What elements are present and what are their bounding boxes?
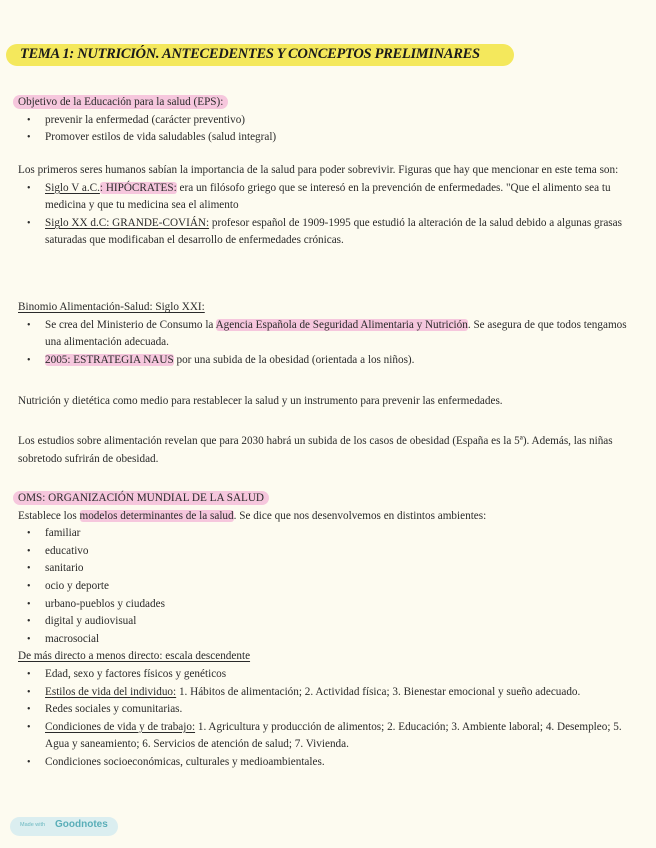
list-item: [18, 215, 638, 250]
badge-caption: Made with: [20, 822, 46, 828]
figure-era: Siglo V a.C.: [45, 181, 100, 194]
figure-era: Siglo XX d.C:: [45, 216, 110, 229]
intro-text: Los primeros seres humanos sabían la importancia de la salud para poder sobrevivir. Figuras que hay que mencionar en este tema son:: [18, 164, 619, 176]
list-item: [18, 180, 638, 215]
figure-text: profesor español de 1909-1995 que estudió la alteración de la salud debido a algunas grasas saturadas que modificaban el desarrollo de enfermedades crónicas.: [45, 216, 622, 247]
page-title: TEMA 1: NUTRICIÓN. ANTECEDENTES Y CONCEPTOS PRELIMINARES: [20, 46, 480, 62]
list-item: • Promover estilos de vida saludables (salud integral): [18, 129, 638, 147]
item-underlined: Estilos de vida del individuo:: [45, 685, 177, 698]
title-highlight: [6, 44, 514, 66]
list-item: [18, 317, 638, 352]
item-text: Condiciones socioeconómicas, culturales y medioambientales.: [45, 755, 325, 768]
item-text: 1. Agricultura y producción de alimentos; 2. Educación; 3. Ambiente laboral; 4. Desempleo; 5. Agua y saneamiento; 6. Servicios de atención de salud; 7. Vivienda.: [45, 720, 622, 751]
oms-heading: OMS: ORGANIZACIÓN MUNDIAL DE LA SALUD: [13, 491, 269, 505]
eps-section: [18, 94, 638, 147]
estudios-paragraph: [18, 433, 638, 468]
list-item: • sanitario: [18, 560, 638, 578]
list-item: • educativo: [18, 543, 638, 561]
highlighted-text: modelos determinantes de la salud: [79, 509, 234, 522]
figure-name: GRANDE-COVIÁN:: [109, 216, 210, 229]
item-text: Establece los: [18, 509, 80, 522]
figure-text: era un filósofo griego que se interesó en la prevención de enfermedades. "Que el alimento sea tu medicina y que tu medicina sea el alimento: [45, 181, 611, 212]
item-text: Se crea del Ministerio de Consumo la: [45, 318, 216, 331]
goodnotes-badge: [10, 817, 118, 836]
list-item: • digital y audiovisual: [18, 613, 638, 631]
binomio-list: [18, 317, 638, 370]
list-item: [18, 754, 638, 772]
item-text: . Se dice que nos desenvolvemos en distintos ambientes:: [233, 509, 487, 522]
list-item: • urbano-pueblos y ciudades: [18, 596, 638, 614]
list-item: [18, 719, 638, 754]
eps-heading: Objetivo de la Educación para la salud (EPS):: [13, 95, 228, 109]
item-underlined: Condiciones de vida y de trabajo:: [45, 720, 196, 733]
escala-heading: De más directo a menos directo: escala descendente: [18, 650, 251, 663]
oms-lead: [18, 508, 638, 526]
item-text: 1. Hábitos de alimentación; 2. Actividad física; 3. Bienestar emocional y sueño adecuado.: [176, 685, 581, 698]
list-item: [18, 701, 638, 719]
list-item: • prevenir la enfermedad (carácter preventivo): [18, 112, 638, 130]
list-item: • ocio y deporte: [18, 578, 638, 596]
intro-section: [18, 162, 638, 250]
ambientes-list: [18, 525, 638, 648]
item-text: Edad, sexo y factores físicos y genéticos: [45, 667, 227, 680]
eps-list: [18, 112, 638, 147]
escala-list: [18, 666, 638, 772]
figure-name: : HIPÓCRATES:: [99, 181, 177, 194]
list-item: • macrosocial: [18, 631, 638, 649]
badge-brand: Goodnotes: [55, 819, 108, 830]
figures-list: [18, 180, 638, 250]
item-text: por una subida de la obesidad (orientada a los niños).: [173, 353, 415, 366]
list-item: [18, 352, 638, 370]
paragraph-text: Los estudios sobre alimentación revelan que para 2030 habrá un subida de los casos de obesidad (España es la 5ª). Además, las niñas sobretodo sufrirán de obesidad.: [18, 435, 613, 465]
list-item: • familiar: [18, 525, 638, 543]
item-text: . Se asegura de que todos tengamos una alimentación adecuada.: [45, 318, 627, 349]
oms-section: [18, 490, 638, 772]
item-text: Redes sociales y comunitarias.: [45, 703, 183, 716]
list-item: [18, 666, 638, 684]
binomio-heading: Binomio Alimentación-Salud: Siglo XXI:: [18, 301, 205, 313]
list-item: [18, 684, 638, 702]
paragraph-text: Nutrición y dietética como medio para restablecer la salud y un instrumento para prevenir las enfermedades.: [18, 395, 503, 407]
binomio-section: [18, 299, 638, 369]
nutricion-paragraph: [18, 393, 638, 411]
highlighted-text: Agencia Española de Seguridad Alimentaria y Nutrición: [215, 318, 468, 331]
highlighted-text: 2005: ESTRATEGIA NAUS: [45, 353, 174, 366]
